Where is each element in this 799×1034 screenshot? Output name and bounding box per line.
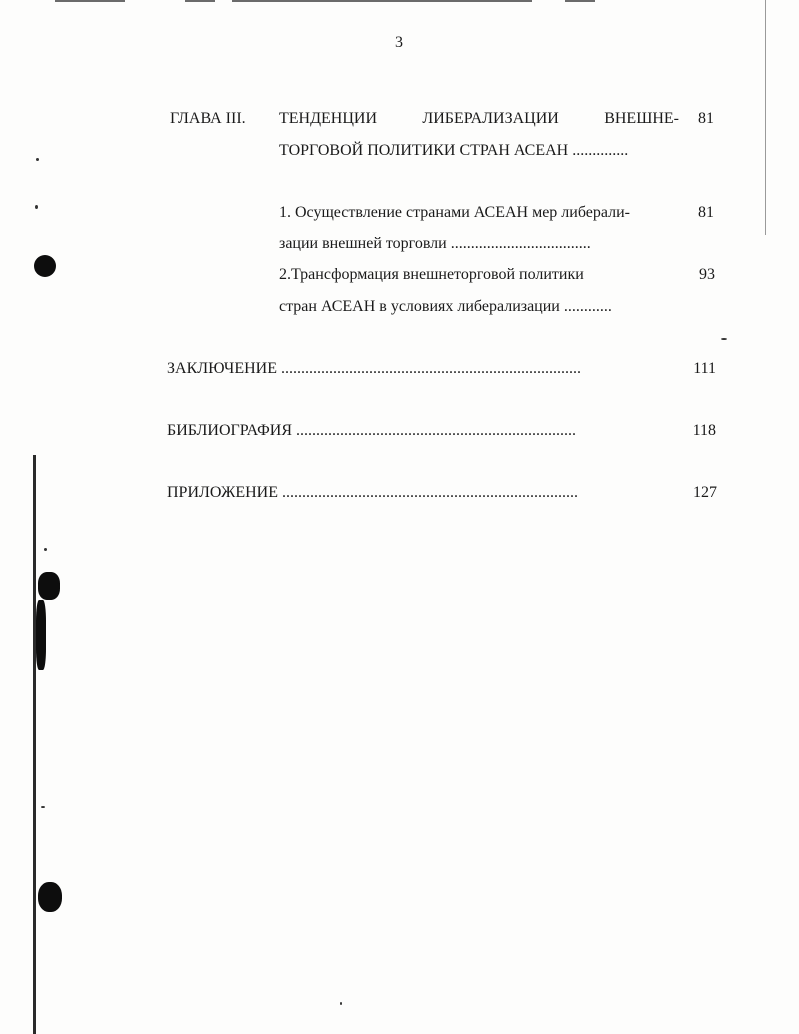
toc-page-number: 127 bbox=[693, 484, 717, 501]
toc-entry-bibliography: БИБЛИОГРАФИЯ ...................................................................... bbox=[167, 422, 577, 439]
section-title-line1: 2.Трансформация внешнеторговой политики bbox=[279, 266, 584, 283]
punch-hole-mark bbox=[34, 255, 56, 277]
toc-entry-conclusion: ЗАКЛЮЧЕНИЕ ........................................................................... bbox=[167, 360, 581, 377]
chapter-title-word: ВНЕШНЕ- bbox=[604, 110, 679, 127]
scan-speck bbox=[44, 548, 47, 551]
scan-edge-top bbox=[232, 0, 532, 2]
chapter-label: ГЛАВА III. bbox=[170, 110, 246, 127]
toc-page-number: 118 bbox=[692, 422, 716, 439]
scan-speck bbox=[721, 338, 727, 340]
scan-edge-right bbox=[765, 0, 766, 235]
ink-blot bbox=[38, 572, 60, 600]
scan-edge-top bbox=[55, 0, 125, 2]
chapter-title-line2: ТОРГОВОЙ ПОЛИТИКИ СТРАН АСЕАН .............. bbox=[279, 142, 629, 159]
scan-speck bbox=[41, 806, 45, 808]
ink-blot bbox=[38, 882, 62, 912]
chapter-title-word: ЛИБЕРАЛИЗАЦИИ bbox=[422, 110, 559, 127]
ink-smear bbox=[36, 600, 46, 670]
section-page-number: 81 bbox=[698, 204, 714, 221]
section-page-number: 93 bbox=[699, 266, 715, 283]
scan-speck bbox=[340, 1002, 342, 1005]
toc-entry-appendix: ПРИЛОЖЕНИЕ .......................................................................... bbox=[167, 484, 579, 501]
toc-page-number: 111 bbox=[693, 360, 716, 377]
scan-edge-top bbox=[185, 0, 215, 2]
scan-edge-top bbox=[565, 0, 595, 2]
page-number: 3 bbox=[395, 34, 403, 51]
scan-speck bbox=[35, 205, 38, 209]
scan-speck bbox=[36, 158, 39, 161]
section-title-line2: стран АСЕАН в условиях либерализации ............ bbox=[279, 298, 612, 315]
section-title-line2: зации внешней торговли ................................... bbox=[279, 235, 591, 252]
chapter-title-line1 bbox=[279, 109, 679, 129]
chapter-page-number: 81 bbox=[698, 110, 714, 127]
chapter-title-word: ТЕНДЕНЦИИ bbox=[279, 110, 378, 127]
scan-edge-left bbox=[33, 455, 36, 1034]
section-title-line1: 1. Осуществление странами АСЕАН мер либерали- bbox=[279, 204, 630, 221]
